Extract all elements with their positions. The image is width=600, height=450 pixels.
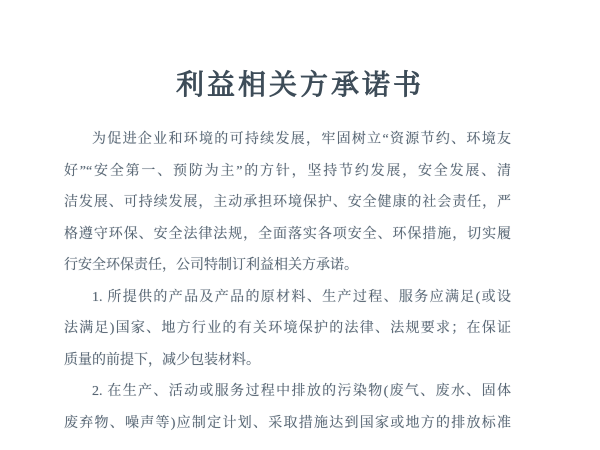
paragraph-line: 洁发展、可持续发展，主动承担环境保护、安全健康的社会责任，严 bbox=[64, 195, 511, 210]
paragraph-line: 质量的前提下，减少包装材料。 bbox=[64, 352, 260, 368]
paragraph bbox=[64, 376, 511, 439]
paragraph-line: 为促进企业和环境的可持续发展，牢固树立“资源节约、环境友 bbox=[92, 132, 511, 147]
paragraph bbox=[64, 282, 511, 377]
paragraph-line: 行安全环保责任，公司特制订利益相关方承诺。 bbox=[64, 258, 358, 273]
paragraph-line: 1. 所提供的产品及产品的原材料、生产过程、服务应满足(或设 bbox=[92, 289, 511, 305]
paragraph-line: 2. 在生产、活动或服务过程中排放的污染物(废气、废水、固体 bbox=[92, 384, 511, 399]
paragraph-line: 法满足)国家、地方行业的有关环境保护的法律、法规要求；在保证 bbox=[64, 321, 511, 336]
document-title: 利益相关方承诺书 bbox=[175, 69, 424, 100]
paragraph bbox=[64, 124, 511, 282]
paragraph-line: 废弃物、噪声等)应制定计划、采取措施达到国家或地方的排放标准 bbox=[64, 415, 511, 431]
paragraph-line: 好”“安全第一、预防为主”的方针，坚持节约发展，安全发展、清 bbox=[64, 163, 511, 179]
document-body bbox=[64, 124, 511, 439]
paragraph-line: 格遵守环保、安全法律法规，全面落实各项安全、环保措施，切实履 bbox=[64, 226, 511, 242]
